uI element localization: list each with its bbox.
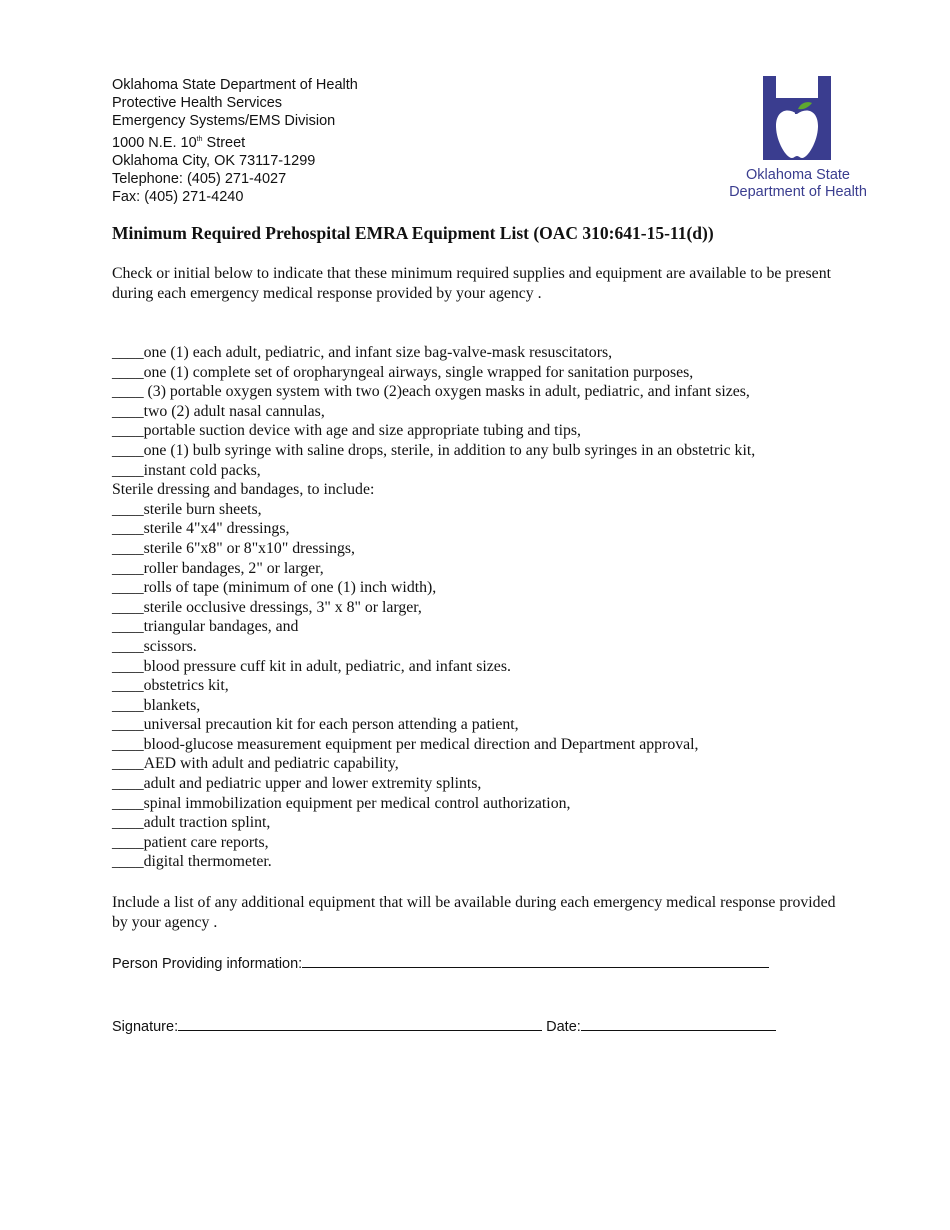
date-field[interactable] [581, 1016, 776, 1031]
checklist-item[interactable]: ____digital thermometer. [112, 853, 272, 871]
checklist-item[interactable]: ____instant cold packs, [112, 461, 261, 479]
additional-equipment-paragraph: Include a list of any additional equipment that will be available during each emergency medical response provided by your agency . [112, 894, 836, 931]
checklist-item[interactable]: ____obstetrics kit, [112, 677, 229, 695]
agency-address-block [112, 76, 358, 206]
checklist-item[interactable]: ____one (1) each adult, pediatric, and infant size bag-valve-mask resuscitators, [112, 344, 613, 361]
checklist-item[interactable]: ____ (3) portable oxygen system with two (2)each oxygen masks in adult, pediatric, and infant sizes, [112, 383, 750, 401]
checklist-item[interactable]: ____sterile occlusive dressings, 3" x 8" or larger, [112, 598, 422, 616]
page-title: Minimum Required Prehospital EMRA Equipment List (OAC 310:641-15-11(d)) [112, 223, 714, 243]
checklist-item[interactable]: ____rolls of tape (minimum of one (1) inch width), [112, 579, 437, 597]
checklist-item[interactable]: ____roller bandages, 2" or larger, [112, 559, 324, 577]
osdh-h-apple-icon [722, 74, 874, 166]
checklist-item[interactable]: ____sterile burn sheets, [112, 500, 262, 518]
checklist-item[interactable]: ____one (1) complete set of oropharyngeal airways, single wrapped for sanitation purposes, [112, 363, 694, 381]
checklist-item[interactable]: ____AED with adult and pediatric capability, [112, 755, 399, 773]
checklist-item[interactable]: ____adult and pediatric upper and lower extremity splints, [112, 775, 482, 793]
checklist-item[interactable]: ____spinal immobilization equipment per medical control authorization, [112, 794, 571, 812]
fax-line: Fax: (405) 271-4240 [112, 189, 244, 206]
signature-field[interactable] [178, 1016, 542, 1031]
checklist-item[interactable]: ____blood pressure cuff kit in adult, pediatric, and infant sizes. [112, 657, 511, 675]
checklist-item[interactable]: ____one (1) bulb syringe with saline drops, sterile, in addition to any bulb syringes in an obstetric kit, [112, 441, 756, 459]
address-line: Oklahoma City, OK 73117-1299 [112, 152, 316, 169]
street-word: Street [202, 134, 246, 151]
checklist-item[interactable]: ____universal precaution kit for each person attending a patient, [112, 716, 519, 734]
intro-paragraph: Check or initial below to indicate that these minimum required supplies and equipment are available to be present during each emergency medical response provided by your agency . [112, 265, 831, 302]
checklist-item[interactable]: ____portable suction device with age and size appropriate tubing and tips, [112, 422, 581, 440]
address-line: Oklahoma State Department of Health [112, 77, 358, 93]
checklist-item[interactable]: ____sterile 4"x4" dressings, [112, 520, 290, 538]
logo-text-line2: Department of Health [729, 184, 867, 200]
person-providing-field[interactable] [302, 953, 769, 968]
address-line: Protective Health Services [112, 95, 283, 112]
checklist-item[interactable]: ____scissors. [112, 637, 197, 655]
street-address-line [112, 131, 358, 152]
checklist-item[interactable]: ____two (2) adult nasal cannulas, [112, 402, 325, 420]
osdh-logo [722, 74, 874, 206]
street-ordinal-suffix: th [196, 135, 203, 143]
checklist-item[interactable]: ____adult traction splint, [112, 814, 271, 832]
checklist-item[interactable]: ____blankets, [112, 696, 201, 714]
telephone-line: Telephone: (405) 271-4027 [112, 171, 287, 188]
street-number: 1000 N.E. 10 [112, 134, 197, 151]
checklist-subheading: Sterile dressing and bandages, to include: [112, 481, 375, 499]
signature-label: Signature: [112, 1019, 179, 1035]
date-label: Date: [546, 1019, 581, 1035]
checklist-item[interactable]: ____patient care reports, [112, 833, 269, 851]
checklist-item[interactable]: ____blood-glucose measurement equipment per medical direction and Department approval, [112, 735, 699, 753]
checklist-item[interactable]: ____triangular bandages, and [112, 618, 299, 636]
logo-text-line1: Oklahoma State [746, 167, 850, 183]
person-providing-row [112, 953, 769, 972]
checklist-item[interactable]: ____sterile 6"x8" or 8"x10" dressings, [112, 539, 355, 557]
signature-date-row [112, 1016, 776, 1035]
person-providing-label: Person Providing information: [112, 956, 303, 972]
equipment-checklist [112, 343, 755, 872]
address-line: Emergency Systems/EMS Division [112, 113, 336, 130]
